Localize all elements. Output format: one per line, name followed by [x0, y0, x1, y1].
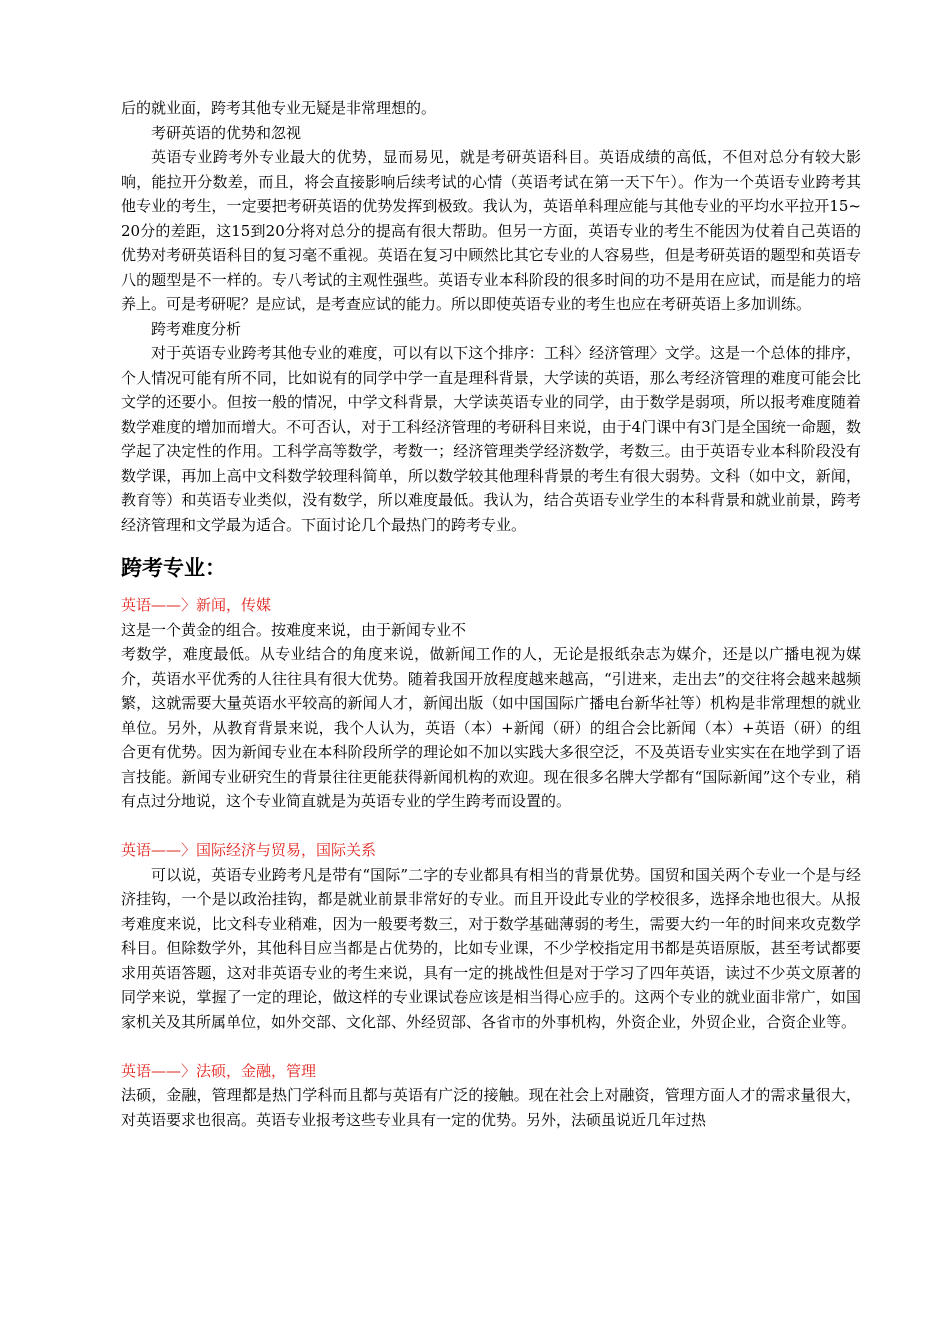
paragraph-difficulty: 对于英语专业跨考其他专业的难度，可以有以下这个排序：工科〉经济管理〉文学。这是一个总体的排序，个人情况可能有所不同，比如说有的同学中学一直是理科背景，大学读的英语，那么考经济管理的难度可能会比文学的还要小。但按一般的情况，中学文科背景，大学读英语专业的同学，由于数学是弱项，所以报考难度随着数学难度的增加而增大。不可否认，对于工科经济管理的考研科目来说，由于4门课中有3门是全国统一命题，数学起了决定性的作用。工科学高等数学，考数一；经济管理类学经济数学，考数三。由于英语专业本科阶段没有数学课，再加上高中文科数学较理科简单，所以数学较其他理科背景的考生有很大弱势。文科（如中文，新闻，教育等）和英语专业类似，没有数学，所以难度最低。我认为，结合英语专业学生的本科背景和就业前景，跨考经济管理和文学最为适合。下面讨论几个最热门的跨考专业。 — [121, 344, 861, 534]
section-heading: 跨考专业： — [121, 556, 226, 580]
document-page — [121, 96, 861, 1132]
spacer — [121, 814, 861, 839]
major-body-law: 法硕，金融，管理都是热门学科而且都与英语有广泛的接触。现在社会上对融资，管理方面人才的需求量很大，对英语要求也很高。英语专业报考这些专业具有一定的优势。另外，法硕虽说近几年过热 — [121, 1086, 861, 1129]
major-body-journalism: 考数学，难度最低。从专业结合的角度来说，做新闻工作的人，无论是报纸杂志为媒介，还是以广播电视为媒介，英语水平优秀的人往往具有很大优势。随着我国开放程度越来越高，“引进来，走出去”的交往将会越来越频繁，这就需要大量英语水平较高的新闻人才，新闻出版（如中国国际广播电台新华社等）机构是非常理想的就业单位。另外，从教育背景来说，我个人认为，英语（本）+新闻（研）的组合会比新闻（本）+英语（研）的组合更有优势。因为新闻专业在本科阶段所学的理论如不加以实践大多很空泛，不及英语专业实实在在地学到了语言技能。新闻专业研究生的背景往往更能获得新闻机构的欢迎。现在很多名牌大学都有“国际新闻”这个专业，稍有点过分地说，这个专业简直就是为英语专业的学生跨考而设置的。 — [121, 645, 861, 810]
paragraph-continuation: 后的就业面，跨考其他专业无疑是非常理想的。 — [121, 99, 437, 117]
subheading-difficulty: 跨考难度分析 — [151, 319, 242, 338]
major-body-trade: 可以说，英语专业跨考凡是带有“国际”二字的专业都具有相当的背景优势。国贸和国关两个专业一个是与经济挂钩，一个是以政治挂钩，都是就业前景非常好的专业。而且开设此专业的学校很多，选择余地也很大。从报考难度来说，比文科专业稍难，因为一般要考数三，对于数学基础薄弱的考生，需要大约一年的时间来攻克数学科目。但除数学外，其他科目应当都是占优势的，比如专业课，不少学校指定用书都是英语原版，甚至考试都要求用英语答题，这对非英语专业的考生来说，具有一定的挑战性但是对于学习了四年英语，读过不少英文原著的同学来说，掌握了一定的理论，做这样的专业课试卷应该是相当得心应手的。这两个专业的就业面非常广，如国家机关及其所属单位，如外交部、文化部、外经贸部、各省市的外事机构，外资企业，外贸企业，合资企业等。 — [121, 865, 861, 1031]
major-title-law: 英语——〉法硕，金融，管理 — [121, 1061, 317, 1080]
spacer — [121, 1034, 861, 1059]
major-title-journalism: 英语——〉新闻，传媒 — [121, 596, 272, 614]
paragraph-advantage: 英语专业跨考外专业最大的优势，显而易见，就是考研英语科目。英语成绩的高低，不但对总分有较大影响，能拉开分数差，而且，将会直接影响后续考试的心情（英语考试在第一天下午）。作为一个英语专业跨考其他专业的考生，一定要把考研英语的优势发挥到极致。我认为，英语单科理应能与其他专业的平均水平拉开15~20分的差距，这15到20分将对总分的提高有很大帮助。但另一方面，英语专业的考生不能因为仗着自己英语的优势对考研英语科目的复习毫不重视。英语在复习中顾然比其它专业的人容易些，但是考研英语的题型和英语专八的题型是不一样的。专八考试的主观性强些。英语专业本科阶段的很多时间的功不是用在应试，而是能力的培养上。可是考研呢？是应试，是考查应试的能力。所以即使英语专业的考生也应在考研英语上多加训练。 — [121, 148, 861, 313]
major-intro-journalism: 这是一个黄金的组合。按难度来说，由于新闻专业不 — [121, 620, 467, 639]
major-title-trade: 英语——〉国际经济与贸易，国际关系 — [121, 841, 377, 859]
subheading-advantage: 考研英语的优势和忽视 — [151, 123, 302, 142]
